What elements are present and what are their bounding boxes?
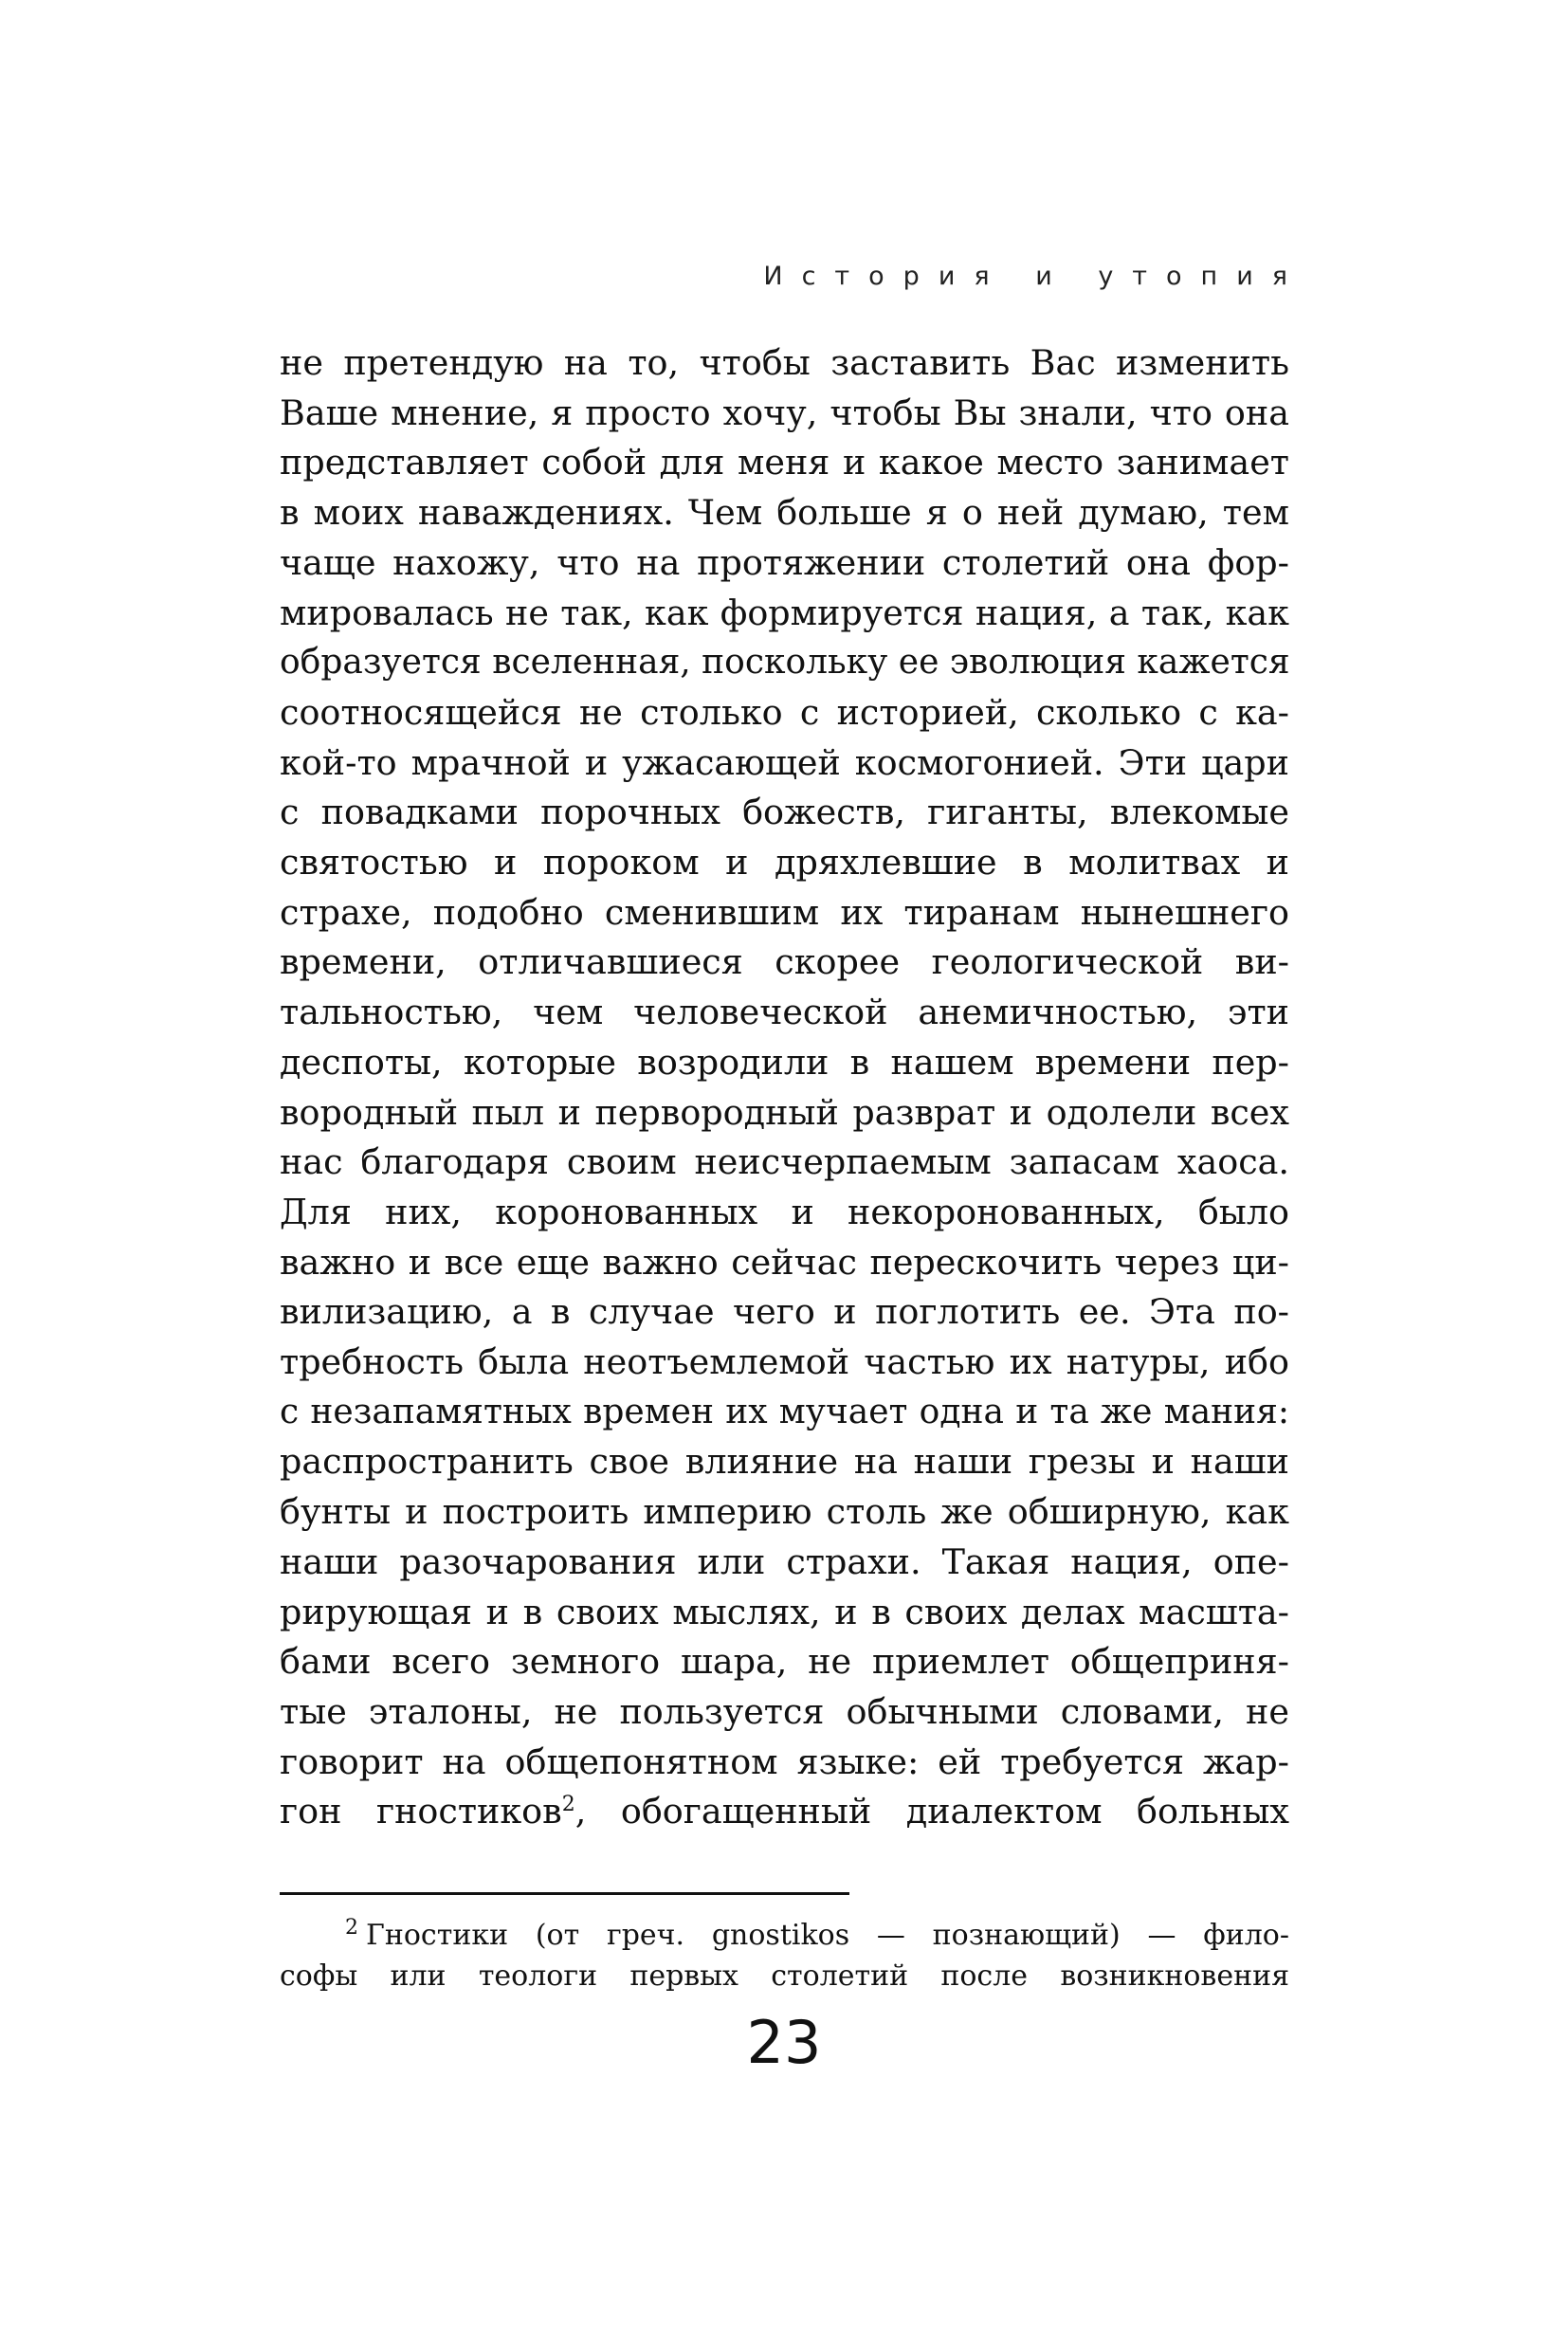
footnote-mark: 2 [345,1916,358,1940]
body-line: распространить свое влияние на наши грезы и наши [280,1441,1289,1483]
footnote-reference: 2 [561,1793,575,1817]
footnote-line-2: софы или теологи первых столетий после возникновения [280,1959,1289,1993]
body-line: наши разочарования или страхи. Такая нация, опе- [280,1540,1289,1582]
page-number: 23 [746,2008,822,2077]
body-line: страхе, подобно сменившим их тиранам нынешнего [280,891,1289,933]
body-line: Для них, коронованных и некоронованных, было [280,1191,1289,1232]
body-line: образуется вселенная, поскольку ее эволюция кажется [280,643,1290,683]
body-line: тые эталоны, не пользуется обычными словами, не [280,1690,1289,1732]
body-line: бунты и построить империю столь же обширную, как [280,1491,1289,1533]
body-line: соотносящейся не столько с историей, сколько с ка- [280,691,1289,733]
body-line: требность была неотъемлемой частью их натуры, ибо [280,1341,1289,1383]
footnote-separator [280,1892,849,1895]
body-line: бами всего земного шара, не приемлет общеприня- [280,1641,1289,1683]
footnote [280,1915,1289,1996]
body-line: важно и все еще важно сейчас перескочить через ци- [280,1241,1289,1283]
footnote-text-1: Гностики (от греч. gnostikos — познающий) — фило- [366,1919,1289,1952]
body-line: Ваше мнение, я просто хочу, чтобы Вы знали, что она [280,392,1289,433]
body-line: мировалась не так, как формируется нация, а так, как [280,592,1289,633]
body-line: рирующая и в своих мыслях, и в своих делах масшта- [280,1591,1289,1632]
body-line: вилизацию, а в случае чего и поглотить ее. Эта по- [280,1291,1289,1333]
body-text [280,338,1289,1837]
body-line: деспоты, которые возродили в нашем времени пер- [280,1041,1289,1083]
footnote-line-1 [280,1915,1289,1956]
running-header: История и утопия [763,262,1306,291]
body-line: времени, отличавшиеся скорее геологической ви- [280,941,1289,983]
body-line: вородный пыл и первородный разврат и одолели всех [280,1091,1289,1133]
body-line: в моих наваждениях. Чем больше я о ней думаю, тем [280,492,1289,534]
body-line [280,1787,1289,1837]
body-line-text: гон гностиков [280,1791,562,1832]
body-line: кой-то мрачной и ужасающей космогонией. Эти цари [280,741,1289,783]
body-line: представляет собой для меня и какое место занимает [280,442,1289,483]
body-line: с незапамятных времен их мучает одна и та же мания: [280,1392,1289,1431]
body-line: нас благодаря своим неисчерпаемым запасам хаоса. [280,1141,1289,1183]
body-line-text: , обогащенный диалектом больных [574,1791,1289,1832]
body-line: святостью и пороком и дряхлевшие в молитвах и [280,842,1289,884]
body-line: чаще нахожу, что на протяжении столетий она фор- [280,541,1289,583]
body-line: с повадками порочных божеств, гиганты, влекомые [280,792,1289,833]
body-line: говорит на общепонятном языке: ей требуется жар- [280,1740,1289,1782]
body-line: тальностью, чем человеческой анемичностью, эти [280,992,1289,1033]
body-line: не претендую на то, чтобы заставить Вас изменить [280,342,1289,383]
